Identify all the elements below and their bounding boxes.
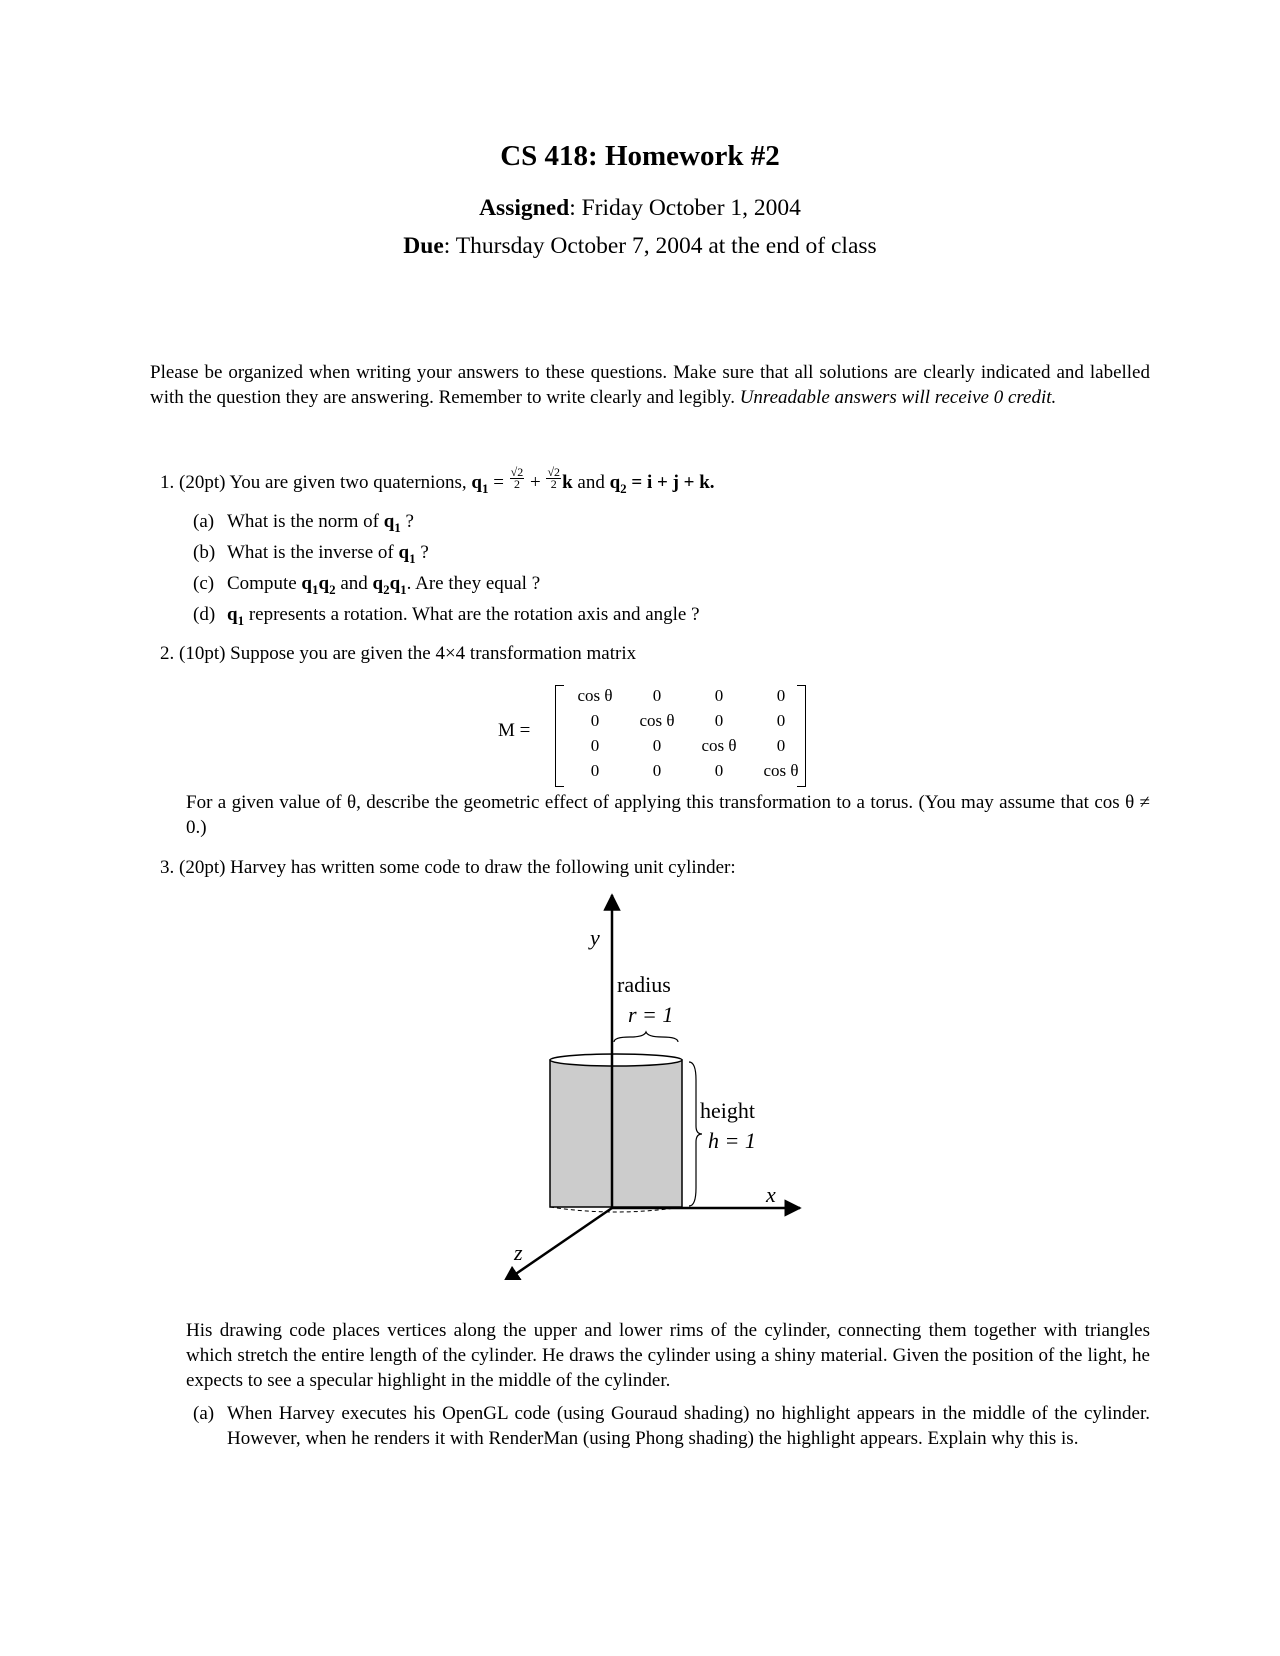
assigned-line [0,195,1280,222]
matrix-cell: cos θ [763,761,799,780]
instructions-paragraph [150,360,1150,410]
question-1 [160,465,715,501]
matrix-left-bracket [555,685,564,787]
matrix-cell: 0 [590,711,600,730]
y-axis-label: y [590,925,600,950]
question-1-number: 1. [160,472,175,493]
matrix-cell: 0 [776,711,786,730]
cylinder-top-rim [550,1054,682,1066]
q2-value: = i + j + k. [626,472,715,493]
assigned-label: Assigned [479,195,570,221]
fraction-sqrt2-over-2-k: $\frac{√2}{2}$ [547,465,561,492]
radius-equation: r = 1 [628,1002,674,1027]
q1-subscript: 1 [481,480,489,496]
matrix-cell: 0 [590,736,600,755]
q1-and: and [572,472,610,493]
assigned-value: : Friday October 1, 2004 [569,195,801,221]
matrix-cell: 0 [776,736,786,755]
radius-label: radius [617,972,671,997]
unit-cylinder-diagram [480,890,820,1280]
matrix-cell: cos θ [577,686,613,705]
page-title: CS 418: Homework #2 [500,140,780,172]
q1-equals: = [488,472,509,493]
q2-subscript: 2 [620,480,627,496]
q2-symbol: q [609,472,621,493]
question-3a [193,1401,1150,1451]
height-brace [689,1062,702,1206]
question-3a-text: When Harvey executes his OpenGL code (using Gouraud shading) no highlight appears in the middle of the cylinder. However, when he renders it with RenderMan (using Phong shading) the highlight appears. Explain why this is. [227,1403,1150,1449]
question-3 [160,855,736,880]
matrix-cell: 0 [776,686,786,705]
question-1b: (b) What is the inverse of $q_1$ ? [193,542,429,566]
x-axis-label: x [766,1182,776,1207]
matrix-cell: 0 [652,761,662,780]
due-line [0,233,1280,260]
k-unit: k [562,472,573,493]
question-2-followup: For a given value of θ, describe the geometric effect of applying this transformation to a torus. (You may assume that cos θ ≠ 0.) [186,792,1150,838]
due-value: : Thursday October 7, 2004 at the end of class [443,233,877,259]
question-3-description: His drawing code places vertices along the upper and lower rims of the cylinder, connecting them together with triangles which stretch the entire length of the cylinder. He draws the cylinder using a shiny material. Given the position of the light, he expects to see a specular highlight in the middle of the cylinder. [186,1320,1150,1391]
question-1a: (a) What is the norm of $q_1$ ? [193,511,414,535]
instructions-text: Please be organized when writing your answers to these questions. Make sure that all solutions are clearly indicated and labelled with the question they are answering. Remember to write clearly and legibly. [150,362,1150,408]
radius-brace [614,1032,678,1042]
height-label: height [700,1098,755,1123]
matrix-cell: 0 [590,761,600,780]
matrix-cell: 0 [714,761,724,780]
q1-plus: + [525,472,546,493]
instructions-warning: Unreadable answers will receive 0 credit. [739,387,1057,408]
z-axis-label: z [514,1240,523,1265]
matrix-label: M = [498,720,531,741]
height-equation: h = 1 [708,1128,756,1153]
question-2-number: 2. [160,643,175,664]
question-2-text: (10pt) Suppose you are given the 4×4 transformation matrix [179,643,637,664]
matrix-cell: 0 [652,686,662,705]
question-3-number: 3. [160,857,175,878]
matrix-cell: 0 [652,736,662,755]
cylinder-body [550,1060,682,1207]
due-label: Due [403,233,444,259]
matrix-cell: cos θ [639,711,675,730]
fraction-sqrt2-over-2: $\frac{√2}{2}$ [510,465,524,492]
question-1d: (d) $q_1$ represents a rotation. What are the rotation axis and angle ? [193,604,700,628]
matrix-cell: cos θ [701,736,737,755]
question-2 [160,641,636,666]
question-3-text: (20pt) Harvey has written some code to draw the following unit cylinder: [179,857,736,878]
question-3a-label: (a) [193,1403,215,1424]
matrix-cell: 0 [714,686,724,705]
question-1c: (c) Compute $q_1q_2$ and $q_2q_1$. Are they equal ? [193,573,541,597]
question-1-text: (20pt) You are given two quaternions, [179,472,472,493]
matrix-cell: 0 [714,711,724,730]
q1-symbol: q [471,472,482,493]
